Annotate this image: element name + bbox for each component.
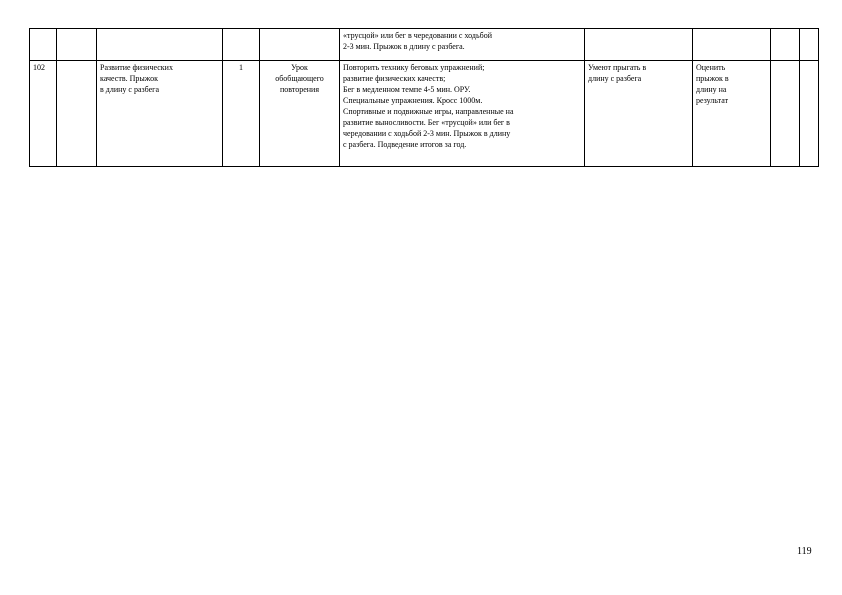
cell-date-plan bbox=[771, 29, 800, 61]
cell-topic bbox=[97, 29, 223, 61]
lesson-type-line: обобщающего bbox=[275, 74, 324, 83]
lesson-plan-table bbox=[29, 28, 819, 167]
cell-date-fact bbox=[800, 61, 819, 167]
assessment-line: прыжок в bbox=[696, 74, 729, 83]
cell-content bbox=[340, 29, 585, 61]
cell-date-plan bbox=[771, 61, 800, 167]
cell-assessment bbox=[693, 29, 771, 61]
table-row bbox=[30, 61, 819, 167]
cell-hours: 1 bbox=[223, 61, 260, 167]
lesson-type-line: Урок bbox=[291, 63, 308, 72]
content-line: развитие физических качеств; bbox=[343, 74, 446, 83]
cell-number bbox=[30, 29, 57, 61]
topic-line: Развитие физических bbox=[100, 63, 173, 72]
content-line: Повторить технику беговых упражнений; bbox=[343, 63, 485, 72]
content-line: Бег в медленном темпе 4-5 мин. ОРУ. bbox=[343, 85, 471, 94]
page-number: 119 bbox=[797, 546, 812, 557]
content-line: чередовании с ходьбой 2-3 мин. Прыжок в длину bbox=[343, 129, 511, 138]
content-line: Специальные упражнения. Кросс 1000м. bbox=[343, 96, 483, 105]
table-row bbox=[30, 29, 819, 61]
cell-skills bbox=[585, 61, 693, 167]
assessment-line: Оценить bbox=[696, 63, 726, 72]
cell-empty bbox=[57, 61, 97, 167]
content-line: с разбега. Подведение итогов за год. bbox=[343, 140, 467, 149]
cell-assessment bbox=[693, 61, 771, 167]
cell-lesson-type bbox=[260, 29, 340, 61]
cell-skills bbox=[585, 29, 693, 61]
skills-line: длину с разбега bbox=[588, 74, 642, 83]
cell-topic bbox=[97, 61, 223, 167]
content-line: 2-3 мин. Прыжок в длину с разбега. bbox=[343, 42, 465, 51]
skills-line: Умеют прыгать в bbox=[588, 63, 647, 72]
lesson-type-line: повторения bbox=[279, 85, 320, 94]
topic-line: качеств. Прыжок bbox=[100, 74, 158, 83]
content-line: «трусцой» или бег в чередовании с ходьбой bbox=[343, 31, 492, 40]
topic-line: в длину с разбега bbox=[100, 85, 160, 94]
cell-content bbox=[340, 61, 585, 167]
assessment-line: длину на bbox=[696, 85, 727, 94]
cell-hours bbox=[223, 29, 260, 61]
cell-date-fact bbox=[800, 29, 819, 61]
cell-lesson-type bbox=[260, 61, 340, 167]
cell-empty bbox=[57, 29, 97, 61]
content-line: развитие выносливости. Бег «трусцой» или бег в bbox=[343, 118, 510, 127]
content-line: Спортивные и подвижные игры, направленные на bbox=[343, 107, 514, 116]
cell-number: 102 bbox=[30, 61, 57, 167]
assessment-line: результат bbox=[696, 96, 729, 105]
